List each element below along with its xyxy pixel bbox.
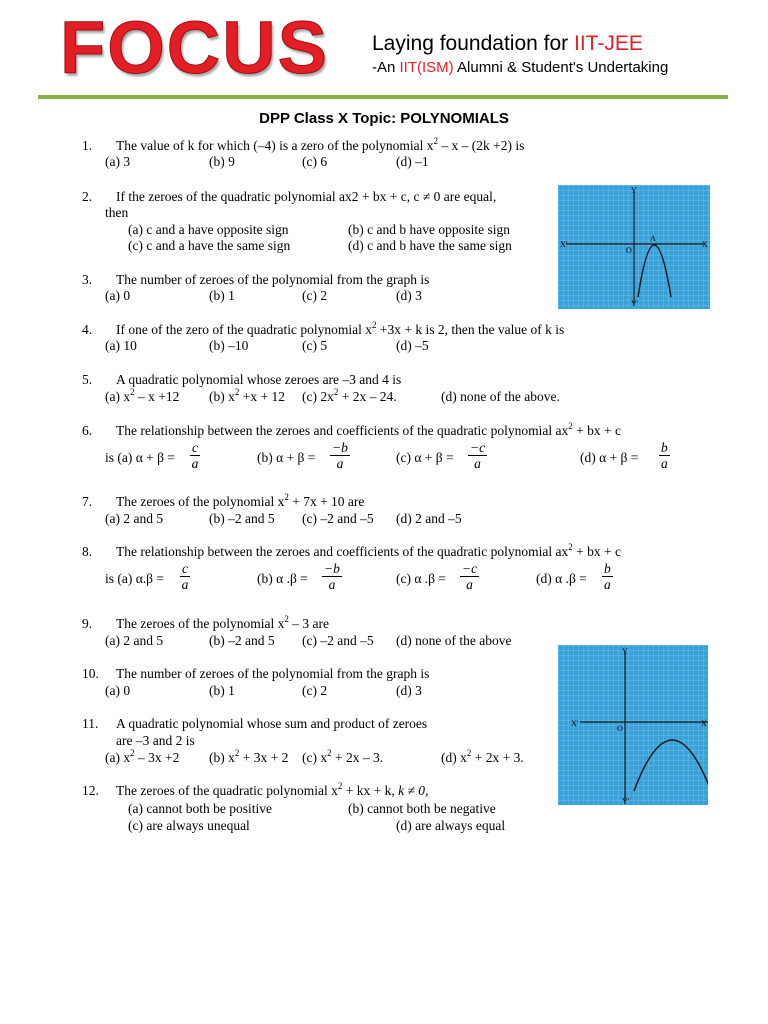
q12-stem: The zeroes of the quadratic polynomial x xyxy=(116,783,338,798)
q3-option-a: (a) 0 xyxy=(105,288,131,303)
tagline2-suffix: Alumni & Student's Undertaking xyxy=(453,59,669,76)
q5-c-part1: (c) 2x xyxy=(302,389,334,404)
q6-number: 6. xyxy=(82,423,93,438)
q11-number: 11. xyxy=(82,716,99,731)
q10-text: The number of zeroes of the polynomial from the graph is xyxy=(116,666,430,681)
q5-text: A quadratic polynomial whose zeroes are –3 and 4 is xyxy=(116,372,402,387)
q1-option-d: (d) –1 xyxy=(396,154,429,169)
q9-stem-end: – 3 are xyxy=(288,616,329,631)
q8-fraction-c xyxy=(460,561,479,592)
q6-fc-denominator: a xyxy=(474,456,481,471)
q5-option-a xyxy=(105,389,179,405)
q2-option-a: (a) c and a have opposite sign xyxy=(128,222,289,237)
q2-number: 2. xyxy=(82,189,93,204)
q11-b-part1: (b) x xyxy=(209,750,235,765)
q4-option-a: (a) 10 xyxy=(105,338,137,353)
graph1-origin-label: O xyxy=(626,246,632,255)
q12-text: The zeroes of the quadratic polynomial $x^2$ + kx + k, k ≠ 0, xyxy=(116,781,429,798)
q1-option-c: (c) 6 xyxy=(302,154,328,169)
q2-option-d: (d) c and b have the same sign xyxy=(348,238,512,253)
q1-stem: The value of k for which (–4) is a zero of the polynomial x xyxy=(116,138,434,153)
q6-text xyxy=(116,423,621,439)
q7-option-a: (a) 2 and 5 xyxy=(105,511,164,526)
q7-number: 7. xyxy=(82,494,93,509)
q1-stem-end: – x – (2k +2) is xyxy=(438,138,525,153)
q12-option-c: (c) are always unequal xyxy=(128,818,250,833)
q12-stem-mid: + kx + k, xyxy=(342,783,399,798)
q2-option-c: (c) c and a have the same sign xyxy=(128,238,291,253)
q9-stem: The zeroes of the polynomial x xyxy=(116,616,285,631)
q6-exponent: 2 xyxy=(568,421,573,431)
q8-fb-denominator: a xyxy=(328,577,336,592)
q11-b-part2: + 3x + 2 xyxy=(239,750,289,765)
q6-option-d: (d) α + β = xyxy=(580,450,639,465)
q6-stem: The relationship between the zeroes and coefficients of the quadratic polynomial ax xyxy=(116,423,569,438)
q6-fd-denominator: a xyxy=(661,456,668,471)
q6-option-c: (c) α + β = xyxy=(396,450,454,465)
focus-logo: FOCUS xyxy=(60,6,329,89)
q10-option-d: (d) 3 xyxy=(396,683,422,698)
q11-b-exponent: 2 xyxy=(234,748,240,758)
q8-fc-denominator: a xyxy=(466,577,473,592)
q6-fb-numerator: −b xyxy=(332,440,348,455)
q6-fb-denominator: a xyxy=(336,456,344,471)
q12-option-d: (d) are always equal xyxy=(396,818,506,833)
q9-exponent: 2 xyxy=(284,614,289,624)
tagline-prefix: Laying foundation for xyxy=(372,32,574,55)
q7-stem-end: + 7x + 10 are xyxy=(288,494,365,509)
q8-fd-numerator: b xyxy=(604,561,611,576)
q5-option-d: (d) none of the above. xyxy=(441,389,560,404)
q8-option-d: (d) α .β = xyxy=(536,571,587,586)
graph1-a-label: A xyxy=(650,234,656,243)
graph-2 xyxy=(558,645,708,805)
q5-c-exponent: 2 xyxy=(333,387,339,397)
graph2-x2-label: X' xyxy=(571,719,579,728)
q3-number: 3. xyxy=(82,272,93,287)
q5-b-exponent: 2 xyxy=(234,387,240,397)
q11-option-a xyxy=(105,750,179,766)
tagline2-highlight: IIT(ISM) xyxy=(399,59,454,76)
q6-fraction-d xyxy=(659,440,670,471)
q8-exponent: 2 xyxy=(568,542,573,552)
q11-d-part2: + 2x + 3. xyxy=(471,750,524,765)
tagline-primary xyxy=(372,32,643,56)
q2-text: If the zeroes of the quadratic polynomial ax2 + bx + c, c ≠ 0 are equal, xyxy=(116,189,497,204)
q8-stem-end: + bx + c xyxy=(572,544,621,559)
q6-fc-numerator: −c xyxy=(470,440,486,455)
graph1-x-label: X xyxy=(702,240,708,249)
q1-number: 1. xyxy=(82,138,93,153)
q4-text xyxy=(116,322,564,338)
q4-exponent: 2 xyxy=(372,320,377,330)
q4-option-c: (c) 5 xyxy=(302,338,328,353)
q7-text xyxy=(116,494,364,510)
q8-fraction-d xyxy=(602,561,613,592)
q7-option-d: (d) 2 and –5 xyxy=(396,511,462,526)
q6-fa-denominator: a xyxy=(191,456,199,471)
q5-a-part2: – x +12 xyxy=(134,389,180,404)
q1-option-a: (a) 3 xyxy=(105,154,131,169)
q8-fd-denominator: a xyxy=(604,577,611,592)
q6-option-b: (b) α + β = xyxy=(257,450,316,465)
q8-option-a: is (a) α.β = xyxy=(105,571,165,586)
q5-c-part2: + 2x – 24. xyxy=(338,389,397,404)
q1-text xyxy=(116,138,524,154)
q12-option-a: (a) cannot both be positive xyxy=(128,801,272,816)
q8-stem: The relationship between the zeroes and coefficients of the quadratic polynomial ax xyxy=(116,544,569,559)
q9-option-b: (b) –2 and 5 xyxy=(209,633,275,648)
header-divider xyxy=(38,95,728,99)
q5-b-part2: +x + 12 xyxy=(239,389,285,404)
q5-b-part1: (b) x xyxy=(209,389,235,404)
q3-option-d: (d) 3 xyxy=(396,288,422,303)
q9-option-c: (c) –2 and –5 xyxy=(302,633,374,648)
q1-option-b: (b) 9 xyxy=(209,154,235,169)
q7-option-c: (c) –2 and –5 xyxy=(302,511,374,526)
q4-number: 4. xyxy=(82,322,93,337)
q8-fb-numerator: −b xyxy=(324,561,340,576)
q11-text: A quadratic polynomial whose sum and product of zeroes xyxy=(116,716,428,731)
q5-option-b xyxy=(209,389,285,405)
q8-fraction-b xyxy=(322,561,342,592)
q4-stem-end: +3x + k is 2, then the value of k is xyxy=(376,322,565,337)
q10-number: 10. xyxy=(82,666,99,681)
q6-option-a: is (a) α + β = xyxy=(105,450,176,465)
q8-option-b: (b) α .β = xyxy=(257,571,308,586)
q11-option-b xyxy=(209,750,288,766)
q9-number: 9. xyxy=(82,616,93,631)
q12-exponent: 2 xyxy=(337,781,343,791)
q8-fa-numerator: c xyxy=(182,561,188,576)
q8-fa-denominator: a xyxy=(181,577,189,592)
q6-fd-numerator: b xyxy=(661,440,668,455)
q11-option-d xyxy=(441,750,524,766)
q6-stem-end: + bx + c xyxy=(572,423,621,438)
q7-stem: The zeroes of the polynomial x xyxy=(116,494,285,509)
q3-text: The number of zeroes of the polynomial from the graph is xyxy=(116,272,430,287)
q11-a-exponent: 2 xyxy=(130,748,135,758)
q11-d-exponent: 2 xyxy=(466,748,472,758)
q5-a-exponent: 2 xyxy=(130,387,135,397)
q5-option-c xyxy=(302,389,397,405)
q9-text xyxy=(116,616,329,632)
graph2-y2-label: Y' xyxy=(622,797,630,805)
q3-option-c: (c) 2 xyxy=(302,288,328,303)
q7-option-b: (b) –2 and 5 xyxy=(209,511,275,526)
q7-exponent: 2 xyxy=(284,492,289,502)
q2-option-b: (b) c and b have opposite sign xyxy=(348,222,510,237)
q12-condition: k ≠ 0 xyxy=(398,783,426,798)
q11-d-part1: (d) x xyxy=(441,750,467,765)
q2-text-cont: then xyxy=(105,205,129,220)
q4-option-b: (b) –10 xyxy=(209,338,249,353)
q10-option-c: (c) 2 xyxy=(302,683,328,698)
page-title: DPP Class X Topic: POLYNOMIALS xyxy=(259,110,509,127)
q11-c-part2: + 2x – 3. xyxy=(331,750,384,765)
tagline2-prefix: -An xyxy=(372,59,400,76)
q1-exponent: 2 xyxy=(433,136,439,146)
graph-1 xyxy=(558,185,710,309)
q4-option-d: (d) –5 xyxy=(396,338,429,353)
q12-number: 12. xyxy=(82,783,99,798)
q8-option-c: (c) α .β = xyxy=(396,571,447,586)
q8-fc-numerator: −c xyxy=(462,561,478,576)
q6-fa-numerator: c xyxy=(192,440,198,455)
graph1-y2-label: Y' xyxy=(631,299,639,308)
q6-fraction-c xyxy=(468,440,487,471)
q8-fraction-a xyxy=(180,561,190,592)
q6-fraction-b xyxy=(330,440,350,471)
q9-option-a: (a) 2 and 5 xyxy=(105,633,164,648)
q9-option-d: (d) none of the above xyxy=(396,633,512,648)
q11-option-c xyxy=(302,750,383,766)
tagline-highlight: IIT-JEE xyxy=(573,32,643,55)
q11-c-exponent: 2 xyxy=(327,748,332,758)
q5-a-part1: (a) x xyxy=(105,389,131,404)
tagline-secondary xyxy=(372,59,668,76)
q12-option-b: (b) cannot both be negative xyxy=(348,801,496,816)
q3-option-b: (b) 1 xyxy=(209,288,235,303)
q11-a-part2: – 3x +2 xyxy=(134,750,180,765)
q5-number: 5. xyxy=(82,372,93,387)
q6-fraction-a xyxy=(190,440,200,471)
q11-a-part1: (a) x xyxy=(105,750,131,765)
q4-stem: If one of the zero of the quadratic polynomial x xyxy=(116,322,373,337)
graph2-origin-label: O xyxy=(617,724,623,733)
graph1-x2-label: X' xyxy=(560,240,568,249)
q8-number: 8. xyxy=(82,544,93,559)
q10-option-b: (b) 1 xyxy=(209,683,235,698)
q11-c-part1: (c) x xyxy=(302,750,328,765)
graph1-y-label: Y xyxy=(631,186,637,195)
q8-text xyxy=(116,544,621,560)
q11-text-cont: are –3 and 2 is xyxy=(116,733,195,748)
graph2-x-label: X xyxy=(701,719,707,728)
q10-option-a: (a) 0 xyxy=(105,683,131,698)
graph2-y-label: Y xyxy=(622,647,628,656)
